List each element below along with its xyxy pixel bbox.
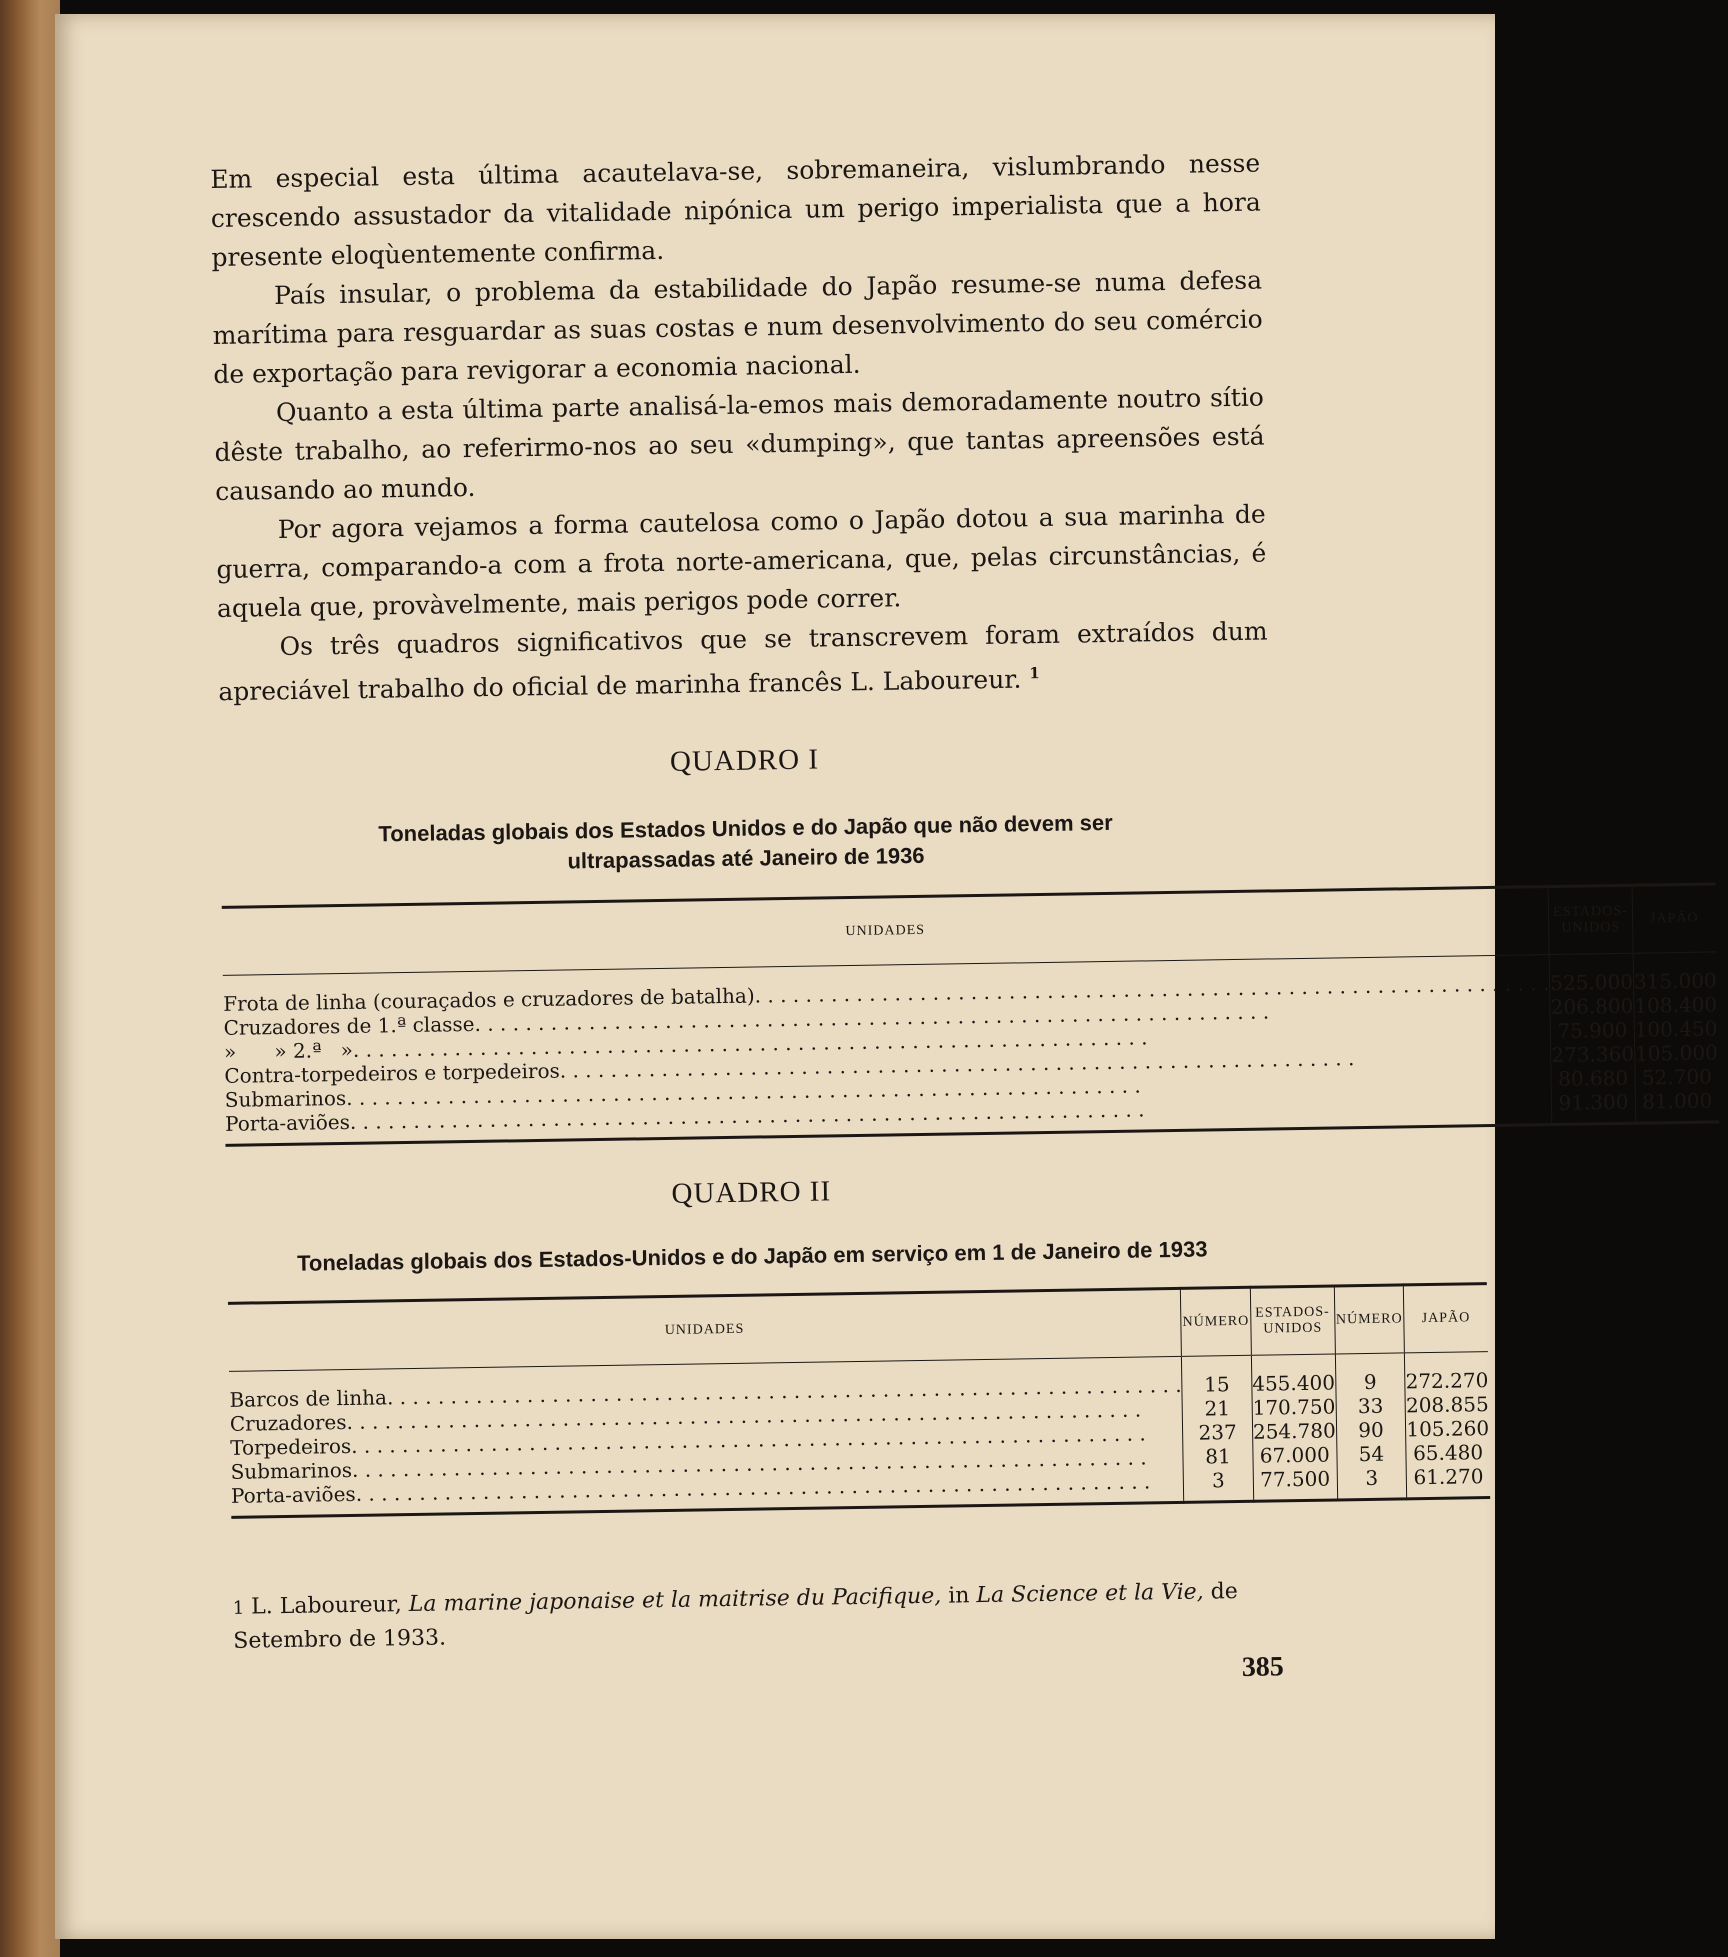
footnote-rest: de Setembro de 1933.	[233, 1579, 1238, 1655]
q2-header-numero-us: NÚMERO	[1181, 1288, 1252, 1357]
cell-eua: 455.400	[1252, 1370, 1336, 1397]
q2-header-japao: JAPÃO	[1404, 1284, 1488, 1353]
q1-header-japao: JAPÃO	[1632, 884, 1716, 953]
quadro2-table	[228, 1282, 1490, 1519]
cell-japao: 100.450	[1634, 1016, 1718, 1043]
q2-header-eua: ESTADOS- UNIDOS	[1250, 1286, 1335, 1355]
footnote-author: L. Laboureur,	[250, 1592, 402, 1620]
footnote	[232, 1575, 1283, 1658]
cell-eua: 273.360	[1551, 1042, 1635, 1068]
page-content	[210, 144, 1719, 1701]
row-label: Porta-aviões	[230, 1482, 356, 1509]
q2-header-numero-jp: NÚMERO	[1334, 1285, 1405, 1354]
cell-eua: 75.900	[1557, 1018, 1628, 1044]
footnote-ref: 1	[1029, 664, 1040, 683]
paragraph-5	[217, 611, 1268, 711]
row-label: Barcos de linha	[229, 1385, 388, 1413]
cell-japao: 105.260	[1406, 1416, 1490, 1442]
q2-labels-column	[229, 1357, 1184, 1518]
q1-japao-column	[1633, 952, 1719, 1123]
footnote-work: La marine japonaise et la maitrise du Pacifique,	[408, 1584, 942, 1618]
cell-num-us: 81	[1205, 1444, 1231, 1469]
cell-num-jp: 54	[1358, 1442, 1385, 1467]
quadro2-subtitle: Toneladas globais dos Estados-Unidos e do Japão em serviço em 1 de Janeiro de 1933	[296, 1236, 1208, 1277]
row-label: Frota de linha (couraçados e cruzadores de batalha)	[223, 983, 755, 1017]
cell-japao: 65.480	[1412, 1440, 1484, 1466]
cell-num-us: 3	[1211, 1468, 1225, 1493]
cell-eua: 170.750	[1252, 1394, 1336, 1421]
q1-eua-column	[1549, 954, 1635, 1125]
cell-japao: 81.000	[1642, 1088, 1713, 1114]
cell-eua: 80.680	[1557, 1066, 1629, 1092]
row-label: Cruzadores	[229, 1410, 347, 1437]
cell-japao: 105.000	[1634, 1040, 1719, 1067]
quadro1-subtitle: Toneladas globais dos Estados Unidos e do Japão que não devem ser ultrapassadas até Janeiro de 1936	[378, 810, 1113, 874]
cell-eua: 206.800	[1550, 994, 1634, 1020]
cell-eua: 67.000	[1259, 1442, 1330, 1468]
q1-header-eua: ESTADOS- UNIDOS	[1548, 886, 1633, 955]
cell-japao: 61.270	[1413, 1464, 1484, 1490]
page-number: 385	[1241, 1651, 1285, 1684]
row-label: » » 2.ª »	[223, 1038, 354, 1065]
cell-num-jp: 3	[1365, 1466, 1379, 1491]
cell-num-jp: 33	[1357, 1394, 1384, 1419]
quadro1-title: QUADRO I	[669, 743, 820, 779]
footnote-journal: La Science et la Vie,	[976, 1579, 1204, 1609]
q2-num-us-column	[1182, 1356, 1254, 1503]
q2-header-unidades: UNIDADES	[228, 1289, 1182, 1372]
paragraph-5-text: Os três quadros significativos que se transcrevem foram extraídos dum apreciável trabalho do oficial de marinha francês L. Laboureur.	[218, 616, 1268, 707]
paragraph-2: País insular, o problema da estabilidade do Japão resume-se numa defesa marítima para resguardar as suas costas e num desenvolvimento do seu comércio de exportação para revigorar a economia nacional.	[212, 265, 1263, 389]
cell-eua: 254.780	[1252, 1418, 1336, 1445]
quadro2-title: QUADRO II	[671, 1175, 832, 1211]
cell-japao: 208.855	[1405, 1392, 1489, 1418]
cell-num-us: 21	[1204, 1396, 1231, 1421]
row-label: Porta-aviões	[224, 1110, 351, 1137]
q1-labels-column	[223, 955, 1552, 1146]
cell-num-us: 237	[1198, 1420, 1237, 1445]
row-label: Torpedeiros	[230, 1434, 352, 1461]
quadro1-table	[222, 883, 1719, 1147]
cell-eua: 77.500	[1259, 1466, 1331, 1492]
row-label: Submarinos	[224, 1086, 347, 1113]
cell-num-us: 15	[1204, 1372, 1230, 1397]
cell-japao: 52.700	[1641, 1064, 1713, 1090]
row-label: Submarinos	[230, 1458, 353, 1485]
cell-japao: 272.270	[1405, 1368, 1489, 1394]
q2-japao-column	[1405, 1352, 1491, 1499]
paragraph-3: Quanto a esta última parte analisá-la-emos mais demoradamente noutro sítio dêste trabalho, ao referirmo-nos ao seu «dumping», que tantas apreensões está causando ao mundo.	[214, 382, 1265, 506]
footnote-marker: 1	[232, 1597, 245, 1620]
q1-header-unidades: UNIDADES	[222, 887, 1550, 976]
cell-num-jp: 9	[1363, 1370, 1377, 1395]
row-label: Contra-torpedeiros e torpedeiros	[224, 1058, 560, 1089]
cell-eua: 91.300	[1558, 1090, 1629, 1116]
cell-eua: 525.000	[1550, 970, 1634, 996]
book-binding	[0, 0, 60, 1957]
row-label: Cruzadores de 1.ª classe	[223, 1012, 475, 1041]
q2-eua-column	[1251, 1354, 1337, 1501]
paragraph-4: Por agora vejamos a forma cautelosa como o Japão dotou a sua marinha de guerra, comparando-a com a frota norte-americana, que, pelas circunstâncias, é aquela que, provàvelmente, mais perigos pode correr.	[216, 499, 1267, 623]
q2-num-jp-column	[1335, 1353, 1407, 1500]
cell-japao: 108.400	[1634, 992, 1718, 1019]
footnote-in: in	[948, 1583, 970, 1609]
paragraph-1: Em especial esta última acautelava-se, sobremaneira, vislumbrando nesse crescendo assustador da vitalidade nipónica um perigo imperialista que a hora presente eloqùentemente confirma.	[210, 148, 1262, 272]
body-text	[210, 144, 1269, 712]
cell-num-jp: 90	[1358, 1418, 1384, 1443]
cell-japao: 315.000	[1633, 968, 1717, 995]
